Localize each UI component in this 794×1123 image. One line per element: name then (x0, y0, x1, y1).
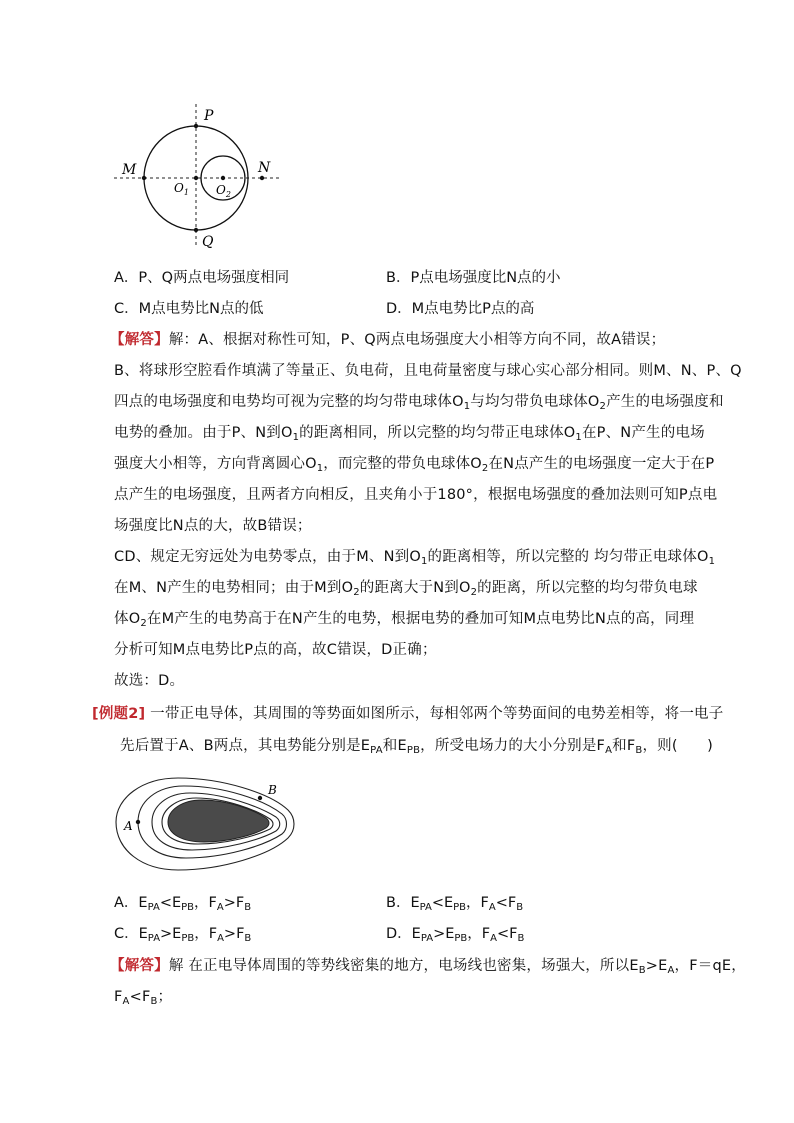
equipotential-figure (112, 770, 302, 880)
answer2-line1: 【解答】解 在正电导体周围的等势线密集的地方，电场线也密集，场强大，所以$E_B>E_A$，F＝qE， (110, 958, 746, 976)
label-A: A (124, 819, 133, 833)
answer1-tag: 【解答】 (110, 332, 169, 348)
q1-option-c: C．M点电势比N点的低 (114, 301, 264, 317)
point-A-dot (136, 820, 140, 824)
question2-line2: 先后置于A、B两点，其电势能分别是$E_{PA}$和$E_{PB}$，所受电场力的大小分别是$F_A$和$F_B$，则( ) (120, 738, 713, 756)
label-O1: $O_1$ (174, 181, 189, 197)
label-O2: $O_2$ (216, 183, 231, 199)
point-P-dot (194, 124, 198, 128)
point-B-dot (258, 796, 262, 800)
answer1-line9: 在M、N产生的电势相同；由于M到$O_2$的距离大于N到$O_2$的距离，所以完整的均匀带负电球 (114, 580, 698, 598)
q2-option-d: D．$E_{PA}>E_{PB}$，$F_A<F_B$ (386, 926, 525, 944)
label-Q: Q (202, 234, 214, 250)
point-Q-dot (194, 228, 198, 232)
sphere-cavity-figure (112, 100, 292, 250)
label-M: M (122, 162, 137, 178)
answer1-line1: 【解答】解：A、根据对称性可知，P、Q两点电场强度大小相等方向不同，故A错误； (110, 332, 666, 348)
answer1-line3: 四点的电场强度和电势均可视为完整的均匀带电球体$O_1$与均匀带负电球体$O_2$产生的电场强度和 (114, 394, 724, 412)
answer1-line6: 点产生的电场强度，且两者方向相反，且夹角小于180°，根据电场强度的叠加法则可知P点电 (114, 487, 718, 503)
answer2-line2: $F_A<F_B$； (114, 989, 173, 1007)
q2-option-b: B．$E_{PA}<E_{PB}$，$F_A<F_B$ (386, 895, 524, 913)
question2-tag: [例题2] (92, 706, 146, 722)
answer1-line2: B、将球形空腔看作填满了等量正、负电荷，且电荷量密度与球心实心部分相同。则M、N、P、Q (114, 363, 742, 379)
label-P: P (204, 108, 214, 124)
point-O1-dot (194, 176, 198, 180)
answer1-line7: 场强度比N点的大，故B错误； (114, 518, 312, 534)
q2-option-a: A．$E_{PA}<E_{PB}$，$F_A>F_B$ (114, 895, 252, 913)
answer1-line4: 电势的叠加。由于P、N到$O_1$的距离相同，所以完整的均匀带正电球体$O_1$在P、N产生的电场 (114, 425, 705, 443)
answer1-line12: 故选：D。 (114, 673, 185, 689)
question2-line1: [例题2] 一带正电导体，其周围的等势面如图所示，每相邻两个等势面间的电势差相等，将一电子 (92, 706, 724, 722)
label-B: B (268, 783, 277, 797)
answer2-tag: 【解答】 (110, 958, 169, 974)
q1-option-a: A．P、Q两点电场强度相同 (114, 270, 290, 286)
answer1-line11: 分析可知M点电势比P点的高，故C错误，D正确； (114, 642, 437, 658)
label-N: N (258, 160, 271, 176)
answer1-line10: 体$O_2$在M产生的电势高于在N产生的电势，根据电势的叠加可知M点电势比N点的高，同理 (114, 611, 695, 629)
q1-option-b: B．P点电场强度比N点的小 (386, 270, 561, 286)
answer1-line8: CD、规定无穷远处为电势零点，由于M、N到$O_1$的距离相等，所以完整的 均匀带正电球体$O_1$ (114, 549, 716, 567)
answer1-line5: 强度大小相等，方向背离圆心$O_1$，而完整的带负电球体$O_2$在N点产生的电场强度一定大于在P (114, 456, 715, 474)
q1-option-d: D．M点电势比P点的高 (386, 301, 535, 317)
point-N-dot (260, 176, 264, 180)
point-M-dot (142, 176, 146, 180)
q2-option-c: C．$E_{PA}>E_{PB}$，$F_A>F_B$ (114, 926, 252, 944)
point-O2-dot (221, 176, 225, 180)
